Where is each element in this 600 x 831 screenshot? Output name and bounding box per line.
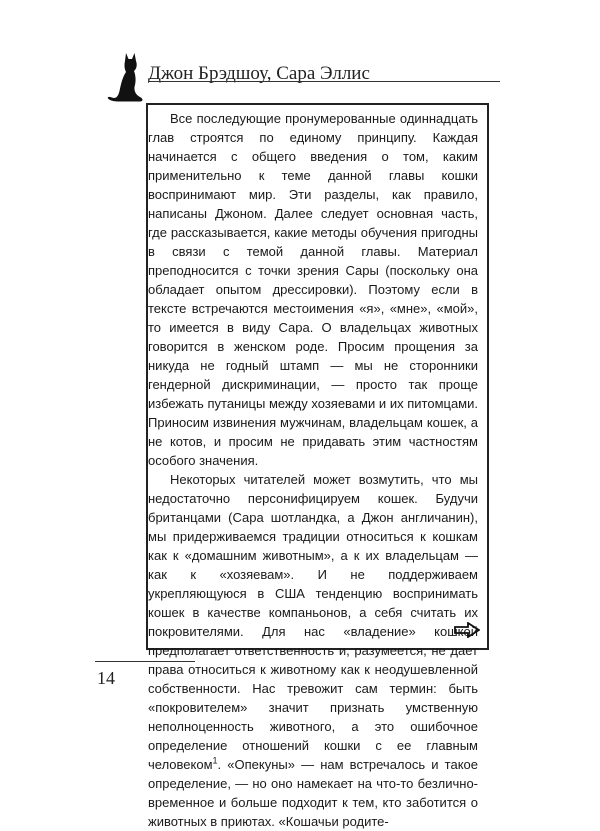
running-header <box>100 45 500 105</box>
paragraph-2 <box>148 470 478 831</box>
paragraph-1: Все последующие пронумерованные одиннадцать глав строятся по единому принципу. Каждая начинается с общего введения о том, каким применительно к теме данной главы кошки воспринимают мир. Эти разделы, как правило, написаны Джоном. Далее следует основная часть, где рассказывается, какие методы обучения пригодны в связи с темой данной главы. Материал преподносится с точки зрения Сары (поскольку она обладает опытом дрессировки). Поэтому если в тексте встречаются местоимения «я», «мне», «мой», то имеется в виду Сара. О владельцах животных говорится в женском роде. Просим прощения за никуда не годный штамп — мы не сторонники гендерной дискриминации, — просто так проще избежать путаницы между хозяевами и их питомцами. Приносим извинения мужчинам, владельцам кошек, а не котов, и просим не придавать этим частностям особого значения. <box>148 111 478 468</box>
book-authors: Джон Брэдшоу, Сара Эллис <box>148 63 370 84</box>
body-text <box>148 109 478 831</box>
arrow-right-icon <box>454 622 480 638</box>
paragraph-2-part-2: . «Опекуны» — нам встречалось и такое определение, — но оно намекает на что-то безлично-временное и больше подходит к тем, кто заботится о животных в приютах. «Кошачьи родите- <box>148 757 478 829</box>
footer-rule <box>95 661 195 662</box>
footnote-marker: 1 <box>212 755 218 766</box>
header-rule <box>148 81 500 82</box>
paragraph-2-part-1: Некоторых читателей может возмутить, что мы недостаточно персонифицируем кошек. Будучи британцами (Сара шотландка, а Джон англичанин), мы придерживаемся традиции относиться к кошкам как к «домашним животным», а к их владельцам — как к «хозяевам». И не поддерживаем укрепляющуюся в США тенденцию воспринимать кошек в качестве компаньонов, а себя считать их покровителями. Для нас «владение» кошкой предполагает ответственность и, разумеется, не дает права относиться к животному как к неодушевленной собственности. Нас тревожит сам термин: быть «покровителем» значит признать умственную неполноценность животного, а это ошибочное определение отношений кошки с ее главным человеком <box>148 472 478 772</box>
cat-silhouette-icon <box>105 51 145 103</box>
page-number: 14 <box>97 668 115 688</box>
